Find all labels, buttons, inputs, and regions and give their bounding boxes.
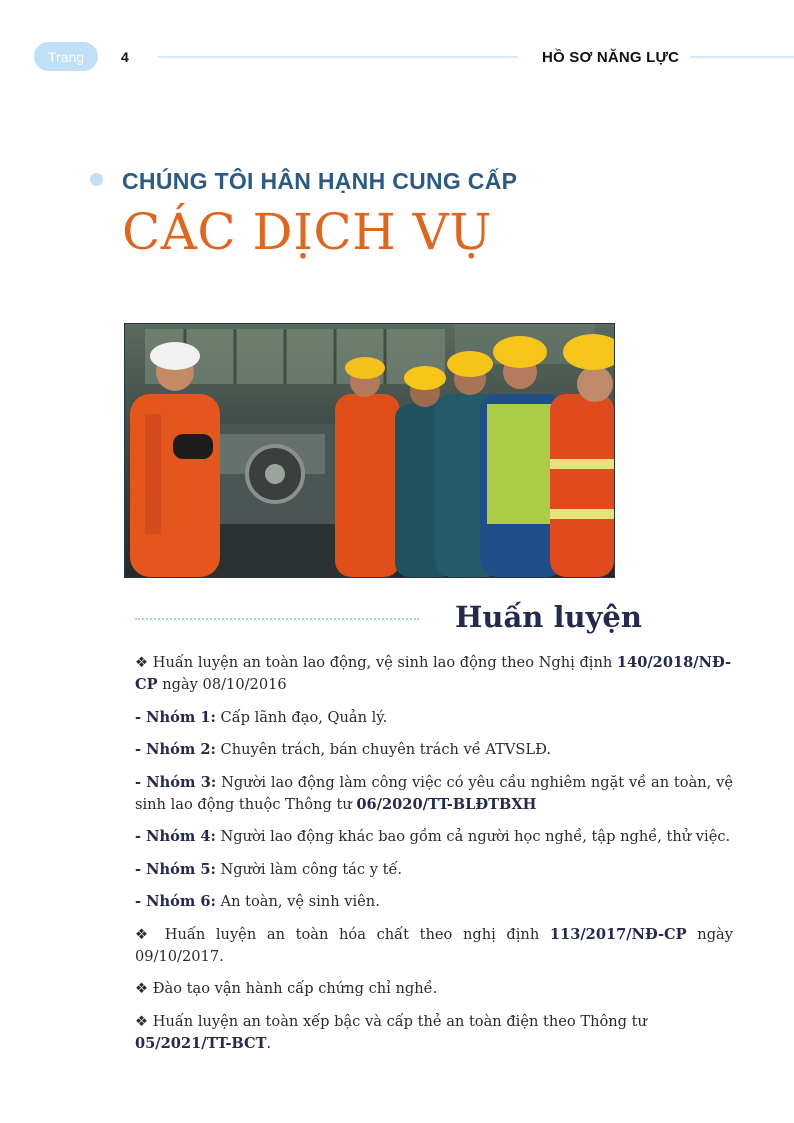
service-text: ❖ Đào tạo vận hành cấp chứng chỉ nghề. <box>135 980 438 997</box>
section-heading: Huấn luyện <box>455 600 642 634</box>
service-text: ❖ Huấn luyện an toàn lao động, vệ sinh lao động theo Nghị định <box>135 654 617 671</box>
document-title: HỒ SƠ NĂNG LỰC <box>542 49 680 66</box>
group-label: - Nhóm 2: <box>135 741 216 758</box>
service-text: ngày 09/10/2017. <box>135 925 733 965</box>
circular-reference: 05/2021/TT-BCT <box>135 1034 267 1052</box>
decree-reference: 140/2018/NĐ-CP <box>135 654 732 693</box>
group-item <box>135 707 733 729</box>
group-text: Người lao động làm công việc có yêu cầu nghiêm ngặt về an toàn, vệ sinh lao động thuộc Thông tư <box>135 773 734 813</box>
group-text: Người làm công tác y tế. <box>215 860 403 878</box>
header-divider-right <box>690 56 794 58</box>
group-item <box>135 859 733 881</box>
service-item <box>135 1011 733 1055</box>
workers-photo <box>124 323 615 578</box>
page-label-badge: Trang <box>34 42 98 71</box>
circular-reference: 06/2020/TT-BLĐTBXH <box>356 795 537 813</box>
service-item <box>135 924 733 968</box>
group-item <box>135 739 733 761</box>
hero-subtitle: CHÚNG TÔI HÂN HẠNH CUNG CẤP <box>122 168 518 194</box>
service-text: . <box>266 1034 272 1052</box>
hero-title: CÁC DỊCH VỤ <box>122 203 492 261</box>
group-text: Người lao động khác bao gồm cả người học nghề, tập nghề, thử việc. <box>215 828 731 845</box>
group-label: - Nhóm 6: <box>135 893 216 910</box>
group-text: An toàn, vệ sinh viên. <box>215 893 380 910</box>
decree-reference: 113/2017/NĐ-CP <box>549 925 687 943</box>
bullet-dot-icon <box>90 173 103 186</box>
page-number: 4 <box>121 49 129 65</box>
group-label: - Nhóm 1: <box>135 708 216 726</box>
group-item <box>135 772 733 816</box>
service-list <box>135 652 733 1065</box>
service-item <box>135 978 733 1000</box>
group-text: Chuyên trách, bán chuyên trách về ATVSLĐ. <box>215 741 551 758</box>
group-item <box>135 891 733 913</box>
group-text: Cấp lãnh đạo, Quản lý. <box>215 708 388 726</box>
service-text: ngày 08/10/2016 <box>157 676 287 693</box>
service-text: ❖ Huấn luyện an toàn hóa chất theo nghị định <box>135 925 550 943</box>
service-item <box>135 652 733 696</box>
page-header <box>0 0 794 110</box>
header-divider-left <box>158 56 518 58</box>
group-label: - Nhóm 3: <box>135 773 217 791</box>
group-label: - Nhóm 5: <box>135 860 216 878</box>
service-text: ❖ Huấn luyện an toàn xếp bậc và cấp thẻ an toàn điện theo Thông tư <box>135 1012 647 1030</box>
section-divider <box>135 618 419 620</box>
group-label: - Nhóm 4: <box>135 828 216 845</box>
group-item <box>135 826 733 848</box>
